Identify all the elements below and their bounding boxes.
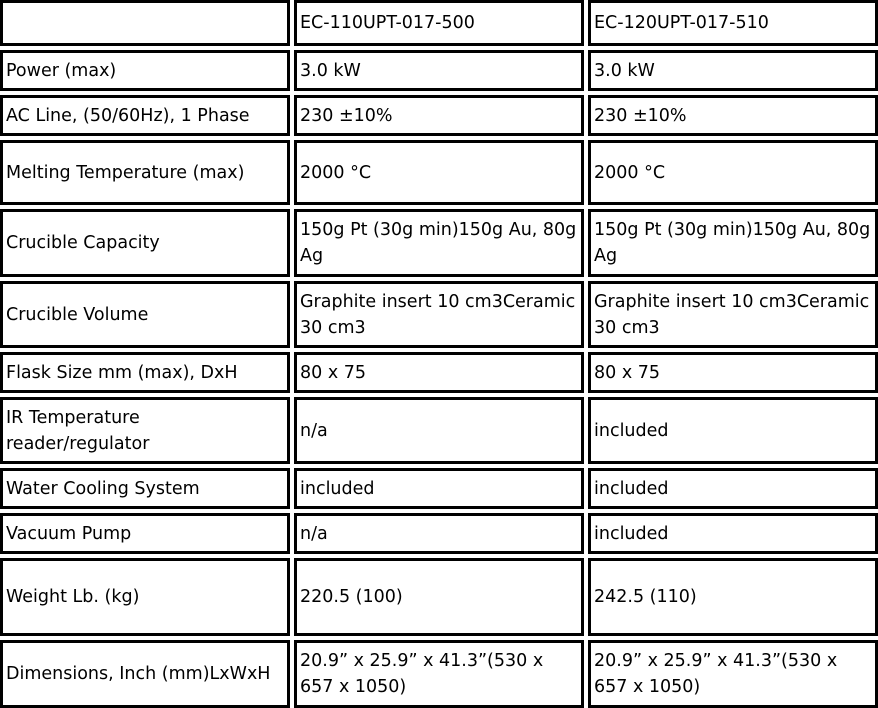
row-label — [0, 468, 290, 509]
row-value — [588, 95, 878, 136]
header-cell-empty — [0, 0, 290, 46]
cell-text: included — [594, 478, 669, 499]
row-value — [588, 281, 878, 348]
cell-text: 3.0 kW — [594, 60, 655, 81]
cell-text: IR Temperature reader/regulator — [6, 407, 150, 454]
row-label — [0, 50, 290, 91]
cell-text: Water Cooling System — [6, 478, 200, 499]
cell-text: n/a — [300, 420, 328, 441]
row-label — [0, 140, 290, 205]
row-value — [588, 140, 878, 205]
cell-text: included — [594, 523, 669, 544]
row-label — [0, 513, 290, 554]
row-value — [294, 558, 584, 636]
row-value — [294, 209, 584, 277]
row-label — [0, 281, 290, 348]
row-value — [588, 513, 878, 554]
row-value — [588, 352, 878, 393]
cell-text: 80 x 75 — [300, 362, 367, 383]
cell-text: 2000 °C — [594, 162, 666, 183]
cell-text: 20.9” x 25.9” x 41.3”(530 x 657 x 1050) — [594, 651, 838, 697]
header-text: EC-120UPT-017-510 — [594, 13, 769, 33]
cell-text: Dimensions, Inch (mm)LxWxH — [6, 664, 271, 684]
row-value — [588, 468, 878, 509]
row-value — [588, 50, 878, 91]
header-text: EC-110UPT-017-500 — [300, 13, 475, 33]
cell-text: 80 x 75 — [594, 362, 661, 383]
cell-text: Crucible Volume — [6, 304, 149, 325]
cell-text: included — [594, 420, 669, 441]
cell-text: 230 ±10% — [594, 105, 687, 126]
row-label — [0, 209, 290, 277]
row-value — [588, 558, 878, 636]
cell-text: n/a — [300, 523, 328, 544]
row-value — [294, 397, 584, 464]
header-cell-model-2 — [588, 0, 878, 46]
cell-text: Weight Lb. (kg) — [6, 587, 140, 607]
cell-text: 3.0 kW — [300, 60, 361, 81]
row-value — [588, 640, 878, 708]
row-label — [0, 558, 290, 636]
row-value — [294, 468, 584, 509]
row-value — [294, 640, 584, 708]
cell-text: 150g Pt (30g min)150g Au, 80g Ag — [300, 220, 577, 266]
cell-text: Flask Size mm (max), DxH — [6, 362, 238, 383]
cell-text: Power (max) — [6, 60, 117, 81]
cell-text: 220.5 (100) — [300, 587, 403, 607]
row-value — [294, 50, 584, 91]
row-value — [294, 352, 584, 393]
row-label — [0, 397, 290, 464]
cell-text: 20.9” x 25.9” x 41.3”(530 x 657 x 1050) — [300, 651, 544, 697]
row-value — [588, 397, 878, 464]
cell-text: Graphite insert 10 cm3Ceramic 30 cm3 — [300, 291, 576, 338]
cell-text: Crucible Capacity — [6, 233, 160, 253]
row-label — [0, 640, 290, 708]
header-cell-model-1 — [294, 0, 584, 46]
cell-text: 2000 °C — [300, 162, 372, 183]
cell-text: included — [300, 478, 375, 499]
cell-text: Graphite insert 10 cm3Ceramic 30 cm3 — [594, 291, 870, 338]
cell-text: 230 ±10% — [300, 105, 393, 126]
cell-text: 150g Pt (30g min)150g Au, 80g Ag — [594, 220, 871, 266]
row-value — [294, 95, 584, 136]
cell-text: 242.5 (110) — [594, 587, 697, 607]
row-value — [294, 513, 584, 554]
row-value — [294, 281, 584, 348]
row-label — [0, 352, 290, 393]
row-value — [588, 209, 878, 277]
row-value — [294, 140, 584, 205]
cell-text: Melting Temperature (max) — [6, 162, 245, 183]
cell-text: Vacuum Pump — [6, 523, 132, 544]
cell-text: AC Line, (50/60Hz), 1 Phase — [6, 105, 250, 126]
row-label — [0, 95, 290, 136]
